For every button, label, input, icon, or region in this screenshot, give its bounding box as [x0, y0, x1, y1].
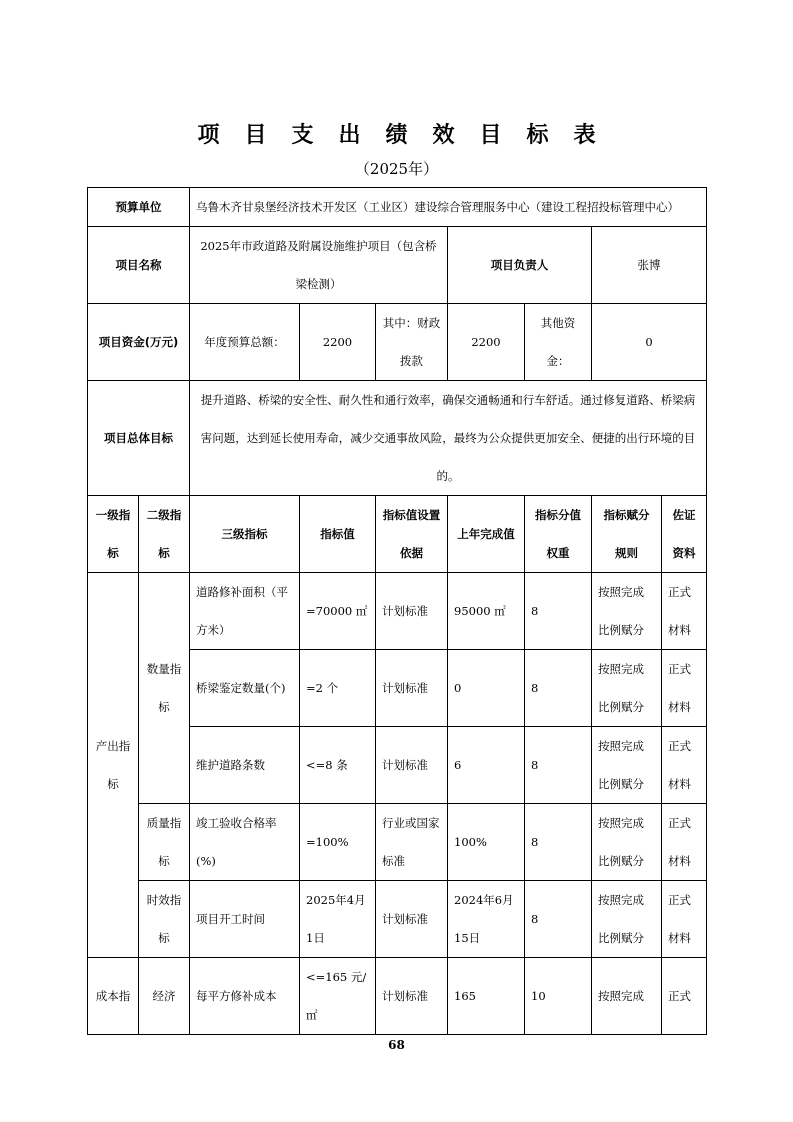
value-cell: =70000 ㎡ — [300, 573, 376, 650]
evidence-cell: 正式材料 — [662, 573, 707, 650]
evidence-cell: 正式材料 — [662, 650, 707, 727]
page-title: 项目支出绩效目标表 — [197, 123, 621, 148]
project-funds-label: 项目资金(万元) — [88, 304, 190, 381]
weight-cell: 8 — [525, 650, 592, 727]
basis-cell: 计划标准 — [376, 727, 448, 804]
weight-cell: 10 — [525, 958, 592, 1035]
value-cell: =2 个 — [300, 650, 376, 727]
overall-goal-row — [88, 381, 707, 496]
header-evidence: 佐证资料 — [662, 496, 707, 573]
rule-cell: 按照完成比例赋分 — [592, 650, 662, 727]
level2-time: 时效指标 — [139, 881, 190, 958]
level3-cell: 竣工验收合格率(%) — [190, 804, 300, 881]
project-name-row — [88, 227, 707, 304]
last-year-cell: 100% — [448, 804, 525, 881]
evidence-cell: 正式材料 — [662, 804, 707, 881]
weight-cell: 8 — [525, 804, 592, 881]
basis-cell: 计划标准 — [376, 650, 448, 727]
value-cell: <=165 元/㎡ — [300, 958, 376, 1035]
header-basis: 指标值设置依据 — [376, 496, 448, 573]
fiscal-value: 2200 — [448, 304, 525, 381]
page-number: 68 — [388, 1038, 405, 1052]
weight-cell: 8 — [525, 881, 592, 958]
level1-output: 产出指标 — [88, 573, 139, 958]
annual-total-label: 年度预算总额： — [190, 304, 300, 381]
evidence-cell: 正式 — [662, 958, 707, 1035]
overall-goal-label: 项目总体目标 — [88, 381, 190, 496]
weight-cell: 8 — [525, 727, 592, 804]
basis-cell: 计划标准 — [376, 573, 448, 650]
basis-cell: 计划标准 — [376, 881, 448, 958]
level3-cell: 维护道路条数 — [190, 727, 300, 804]
header-level3: 三级指标 — [190, 496, 300, 573]
level3-cell: 项目开工时间 — [190, 881, 300, 958]
last-year-cell: 0 — [448, 650, 525, 727]
page-subtitle: （2025年） — [354, 160, 439, 178]
weight-cell: 8 — [525, 573, 592, 650]
rule-cell: 按照完成比例赋分 — [592, 573, 662, 650]
header-weight: 指标分值权重 — [525, 496, 592, 573]
other-funds-label: 其他资金： — [525, 304, 592, 381]
header-value: 指标值 — [300, 496, 376, 573]
basis-cell: 行业或国家标准 — [376, 804, 448, 881]
level2-quality: 质量指标 — [139, 804, 190, 881]
rule-cell: 按照完成比例赋分 — [592, 881, 662, 958]
level3-cell: 桥梁鉴定数量(个) — [190, 650, 300, 727]
budget-unit-value: 乌鲁木齐甘泉堡经济技术开发区（工业区）建设综合管理服务中心（建设工程招投标管理中心） — [190, 188, 707, 227]
value-cell: 2025年4月1日 — [300, 881, 376, 958]
level3-cell: 每平方修补成本 — [190, 958, 300, 1035]
performance-target-table — [87, 187, 707, 1035]
table-row — [88, 958, 707, 1035]
level2-quantity: 数量指标 — [139, 573, 190, 804]
other-funds-value: 0 — [592, 304, 707, 381]
budget-unit-label: 预算单位 — [88, 188, 190, 227]
value-cell: <=8 条 — [300, 727, 376, 804]
header-last-year: 上年完成值 — [448, 496, 525, 573]
project-manager-label: 项目负责人 — [448, 227, 592, 304]
evidence-cell: 正式材料 — [662, 881, 707, 958]
project-funds-row — [88, 304, 707, 381]
header-level1: 一级指标 — [88, 496, 139, 573]
level2-economy: 经济 — [139, 958, 190, 1035]
level1-cost: 成本指 — [88, 958, 139, 1035]
last-year-cell: 6 — [448, 727, 525, 804]
level3-cell: 道路修补面积（平方米） — [190, 573, 300, 650]
evidence-cell: 正式材料 — [662, 727, 707, 804]
project-manager-value: 张博 — [592, 227, 707, 304]
fiscal-label: 其中：财政拨款 — [376, 304, 448, 381]
table-row — [88, 804, 707, 881]
last-year-cell: 2024年6月15日 — [448, 881, 525, 958]
budget-unit-row — [88, 188, 707, 227]
table-row — [88, 573, 707, 650]
last-year-cell: 95000 ㎡ — [448, 573, 525, 650]
basis-cell: 计划标准 — [376, 958, 448, 1035]
project-name-value: 2025年市政道路及附属设施维护项目（包含桥梁检测） — [190, 227, 448, 304]
last-year-cell: 165 — [448, 958, 525, 1035]
indicator-header-row — [88, 496, 707, 573]
rule-cell: 按照完成比例赋分 — [592, 804, 662, 881]
annual-total-value: 2200 — [300, 304, 376, 381]
rule-cell: 按照完成 — [592, 958, 662, 1035]
rule-cell: 按照完成比例赋分 — [592, 727, 662, 804]
value-cell: =100% — [300, 804, 376, 881]
header-level2: 二级指标 — [139, 496, 190, 573]
header-rule: 指标赋分规则 — [592, 496, 662, 573]
table-row — [88, 881, 707, 958]
project-name-label: 项目名称 — [88, 227, 190, 304]
overall-goal-value: 提升道路、桥梁的安全性、耐久性和通行效率，确保交通畅通和行车舒适。通过修复道路、桥梁病害问题，达到延长使用寿命，减少交通事故风险，最终为公众提供更加安全、便捷的出行环境的目的。 — [190, 381, 707, 496]
